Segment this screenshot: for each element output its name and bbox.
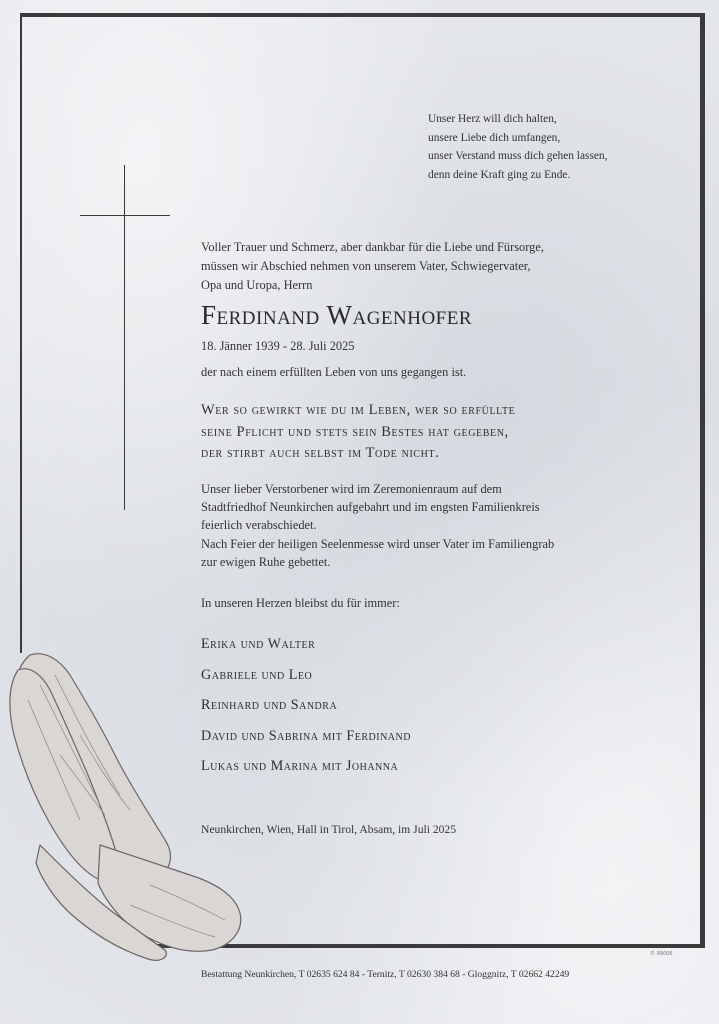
cross-icon-vertical [124, 165, 125, 510]
family-member: Gabriele und Leo [201, 666, 313, 683]
quote-line: der stirbt auch selbst im Tode nicht. [201, 445, 440, 461]
quote-line: seine Pflicht und stets sein Bestes hat gegeben, [201, 423, 509, 440]
poem-line: unser Verstand muss dich gehen lassen, [428, 150, 608, 162]
frame-left-border [20, 13, 22, 653]
family-member: Lukas und Marina mit Johanna [201, 758, 399, 774]
quote-line: Wer so gewirkt wie du im Leben, wer so erfüllte [201, 402, 516, 418]
frame-right-border [700, 13, 705, 948]
deceased-name: Ferdinand Wagenhofer [201, 300, 473, 330]
memorial-quote [201, 400, 515, 465]
ceremony-text [201, 480, 554, 571]
life-dates: 18. Jänner 1939 - 28. Juli 2025 [201, 339, 355, 353]
ceremony-line: Unser lieber Verstorbener wird im Zeremonienraum auf dem [201, 482, 502, 496]
ceremony-line: feierlich verabschiedet. [201, 518, 317, 533]
family-member: Erika und Walter [201, 636, 316, 652]
poem-line: denn deine Kraft ging zu Ende. [428, 168, 571, 181]
frame-top-border [20, 13, 705, 17]
praying-hands-icon [0, 645, 260, 965]
ceremony-line: zur ewigen Ruhe gebettet. [201, 554, 331, 569]
intro-line: müssen wir Abschied nehmen von unserem Vater, Schwiegervater, [201, 259, 531, 273]
poem-line: unsere Liebe dich umfangen, [428, 131, 561, 144]
intro-text [201, 238, 544, 295]
poem-line: Unser Herz will dich halten, [428, 113, 557, 125]
footer-contacts: Bestattung Neunkirchen, T 02635 624 84 - Ternitz, T 02630 384 68 - Gloggnitz, T 02662 42249 [201, 969, 570, 980]
ceremony-line: Stadtfriedhof Neunkirchen aufgebahrt und im engsten Familienkreis [201, 500, 540, 515]
place-and-date: Neunkirchen, Wien, Hall in Tirol, Absam, im Juli 2025 [201, 823, 457, 836]
family-member: Reinhard und Sandra [201, 697, 338, 713]
hearts-line: In unseren Herzen bleibst du für immer: [201, 596, 400, 610]
family-member: David und Sabrina mit Ferdinand [201, 727, 411, 744]
life-statement: der nach einem erfüllten Leben von uns gegangen ist. [201, 365, 467, 379]
intro-line: Voller Trauer und Schmerz, aber dankbar für die Liebe und Fürsorge, [201, 240, 544, 254]
poem [428, 110, 607, 184]
ceremony-line: Nach Feier der heiligen Seelenmesse wird unser Vater im Familiengrab [201, 536, 555, 551]
intro-line: Opa und Uropa, Herrn [201, 278, 313, 292]
copyright-mark: © 99006 [650, 951, 673, 957]
cross-icon-horizontal [80, 215, 170, 216]
